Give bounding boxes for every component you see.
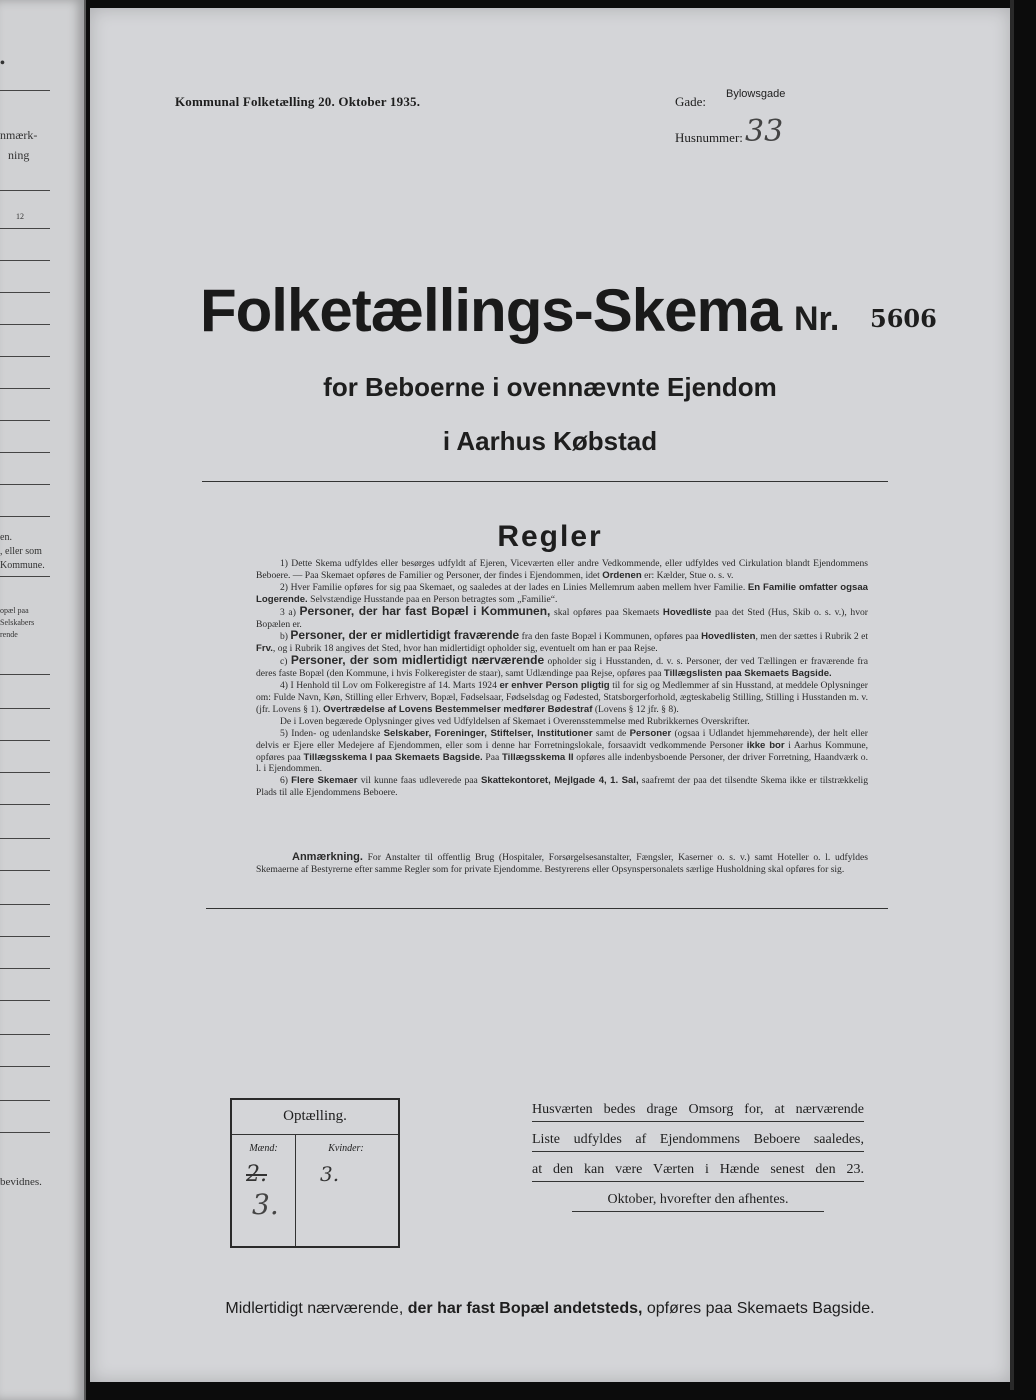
left-rule (0, 516, 50, 517)
left-rule (0, 1132, 50, 1133)
left-fragment-text: rende (0, 630, 18, 639)
footer-note: Midlertidigt nærværende, der har fast Bopæl andetsteds, opføres paa Skemaets Bagside. (225, 1300, 875, 1317)
left-rule (0, 968, 50, 969)
notice-line: Oktober, hvorefter den afhentes. (572, 1190, 824, 1212)
rule-3a: 3 a) Personer, der har fast Bopæl i Kommunen, skal opføres paa Skemaets Hovedliste paa det Sted (Hus, Skib o. s. v.), hvor Bopælen er. (256, 603, 868, 630)
page-edge (1010, 0, 1014, 1390)
husnummer-value: 33 (745, 114, 784, 149)
left-fragment-number: 12 (16, 212, 24, 221)
left-page-fragment (0, 0, 86, 1400)
husnummer-label: Husnummer: (675, 130, 743, 145)
kvinder-label: Kvinder: (328, 1143, 364, 1154)
divider (202, 481, 888, 482)
left-rule (0, 1034, 50, 1035)
census-header: Kommunal Folketælling 20. Oktober 1935. (175, 94, 421, 109)
rule-4-note: De i Loven begærede Oplysninger gives ved Udfyldelsen af Skemaet i Overensstemmelse med Rubrikkernes Overskrifter. (280, 715, 750, 727)
left-rule (0, 674, 50, 675)
left-rule (0, 1066, 50, 1067)
left-rule (0, 452, 50, 453)
maend-label: Mænd: (249, 1143, 278, 1154)
rule-1: 1) Dette Skema udfyldes eller besørges udfyldt af Ejeren, Viceværten eller andre Vedkommende, eller udfyldes ved Cirkulation blandt Ejendommens Beboere. — Paa Skemaet opføres de Familier og Personer, der findes i Ejendommen, idet Ordenen er: Kælder, Stue o. s. v. (256, 558, 868, 581)
nr-value: 5606 (870, 304, 937, 333)
left-rule (0, 936, 50, 937)
left-rule (0, 90, 50, 91)
document-page (90, 8, 1010, 1382)
left-fragment-text: , eller som (0, 546, 42, 557)
left-rule (0, 870, 50, 871)
gade-label: Gade: (675, 94, 707, 109)
left-rule (0, 904, 50, 905)
left-fragment-text: opæl paa (0, 606, 29, 615)
left-rule (0, 356, 50, 357)
left-rule (0, 772, 50, 773)
maend-value: 3. (252, 1188, 279, 1221)
nr-label: Nr. (794, 300, 840, 338)
left-rule (0, 260, 50, 261)
left-rule (0, 708, 50, 709)
box-divider (232, 1134, 398, 1135)
gade-value: Bylowsgade (726, 88, 786, 100)
regler-heading: Regler (497, 520, 603, 553)
left-rule (0, 740, 50, 741)
left-fragment-text: Selskabers (0, 618, 35, 627)
rules-section (256, 558, 868, 799)
left-rule (0, 484, 50, 485)
rule-3c: c) Personer, der som midlertidigt nærværende opholder sig i Husstanden, d. v. s. Personer, der ved Tællingen er fraværende fra deres faste Bopæl (den Kommune, i hvis Folkeregister de staar), samt Udlændinge paa Rejse, opføres paa Tillægslisten paa Skemaets Bagside. (256, 653, 868, 680)
notice-line: Husværten bedes drage Omsorg for, at nærværende (532, 1100, 864, 1122)
left-fragment-text: Kommune. (0, 560, 45, 571)
rule-5: 5) Inden- og udenlandske Selskaber, Foreninger, Stiftelser, Institutioner samt de Personer (ogsaa i Udlandet hjemmehørende), der helt eller delvis er Ejere eller Medejere af Ejendommen, eller som i denne har Forretningslokale, forsaavidt vedkommende Personer ikke bor i Aarhus Kommune, opføres paa Tillægsskema I paa Skemaets Bagside. Paa Tillægsskema II opføres alle indenbysboende Personer, der driver Forretning, Haandværk o. l. i Ejendommen. (256, 727, 868, 775)
left-rule (0, 228, 50, 229)
page-title: Folketællings-Skema (200, 277, 782, 344)
optaelling-title: Optælling. (283, 1108, 347, 1124)
left-rule (0, 190, 50, 191)
left-rule (0, 804, 50, 805)
anmaerkning-note (256, 851, 868, 876)
left-rule (0, 1100, 50, 1101)
landlord-notice (532, 1100, 864, 1220)
notice-line: at den kan være Værten i Hænde senest den 23. (532, 1160, 864, 1182)
subtitle-line-1: for Beboerne i ovennævnte Ejendom (323, 372, 777, 402)
left-rule (0, 292, 50, 293)
optaelling-box (230, 1098, 400, 1248)
rule-3b: b) Personer, der er midlertidigt fraværende fra den faste Bopæl i Kommunen, opføres paa Hovedlisten, men der sættes i Rubrik 2 et Frv., og i Rubrik 18 angives det Sted, hvor han midlertidigt opholder sig, eventuelt om han er paa Rejse. (256, 628, 869, 655)
divider (206, 908, 888, 909)
left-fragment-bullet: • (0, 56, 5, 71)
anmaerkning-text: For Anstalter til offentlig Brug (Hospitaler, Forsørgelsesanstalter, Fængsler, Kaserner o. s. v.) samt Hoteller o. l. udfyldes Skemaerne af Bestyrerne efter samme Regler som for private Ejendomme. Bestyrerens eller Opsynspersonalets særlige Husholdning skal opføres for sig. (256, 852, 868, 875)
anmaerkning-label: Anmærkning. (292, 851, 363, 863)
rule-4: 4) I Henhold til Lov om Folkeregistre af 14. Marts 1924 er enhver Person pligtig til for sig og Medlemmer af sin Husstand, at meddele Oplysninger om: Fulde Navn, Køn, Stilling eller Erhverv, Bopæl, Fødselsaar, Fødselsdag og Fødested, Statsborgerforhold, ægteskabelig Stilling, Stilling i Husstanden m. v. (jfr. Lovens § 1). Overtrædelse af Lovens Bestemmelser medfører Bødestraf (Lovens § 12 jfr. § 8). (256, 680, 868, 715)
left-fragment-text: ning (8, 148, 30, 162)
left-rule (0, 838, 50, 839)
rule-6: 6) Flere Skemaer vil kunne faas udleverede paa Skattekontoret, Mejlgade 4, 1. Sal, saafremt der paa det tilsendte Skema ikke er tilstrækkelig Plads til alle Ejendommens Beboere. (256, 775, 868, 799)
left-fragment-text: en. (0, 532, 12, 543)
notice-line: Liste udfyldes af Ejendommens Beboere saaledes, (532, 1130, 864, 1152)
rule-2: 2) Hver Familie opføres for sig paa Skemaet, og saaledes at der lades en Linies Mellemrum aaben mellem hver Familie. En Familie omfatter ogsaa Logerende. Selvstændige Husstande paa en Person betragtes som „Familie“. (256, 581, 869, 605)
kvinder-value: 3. (320, 1162, 340, 1186)
left-rule (0, 324, 50, 325)
left-rule (0, 1000, 50, 1001)
left-fragment-text: bevidnes. (0, 1176, 42, 1188)
left-rule (0, 576, 50, 577)
subtitle-line-2: i Aarhus Købstad (442, 426, 658, 456)
left-fragment-text: nmærk- (0, 128, 38, 142)
left-rule (0, 420, 50, 421)
left-rule (0, 388, 50, 389)
maend-struck-value: 2. (246, 1162, 267, 1187)
